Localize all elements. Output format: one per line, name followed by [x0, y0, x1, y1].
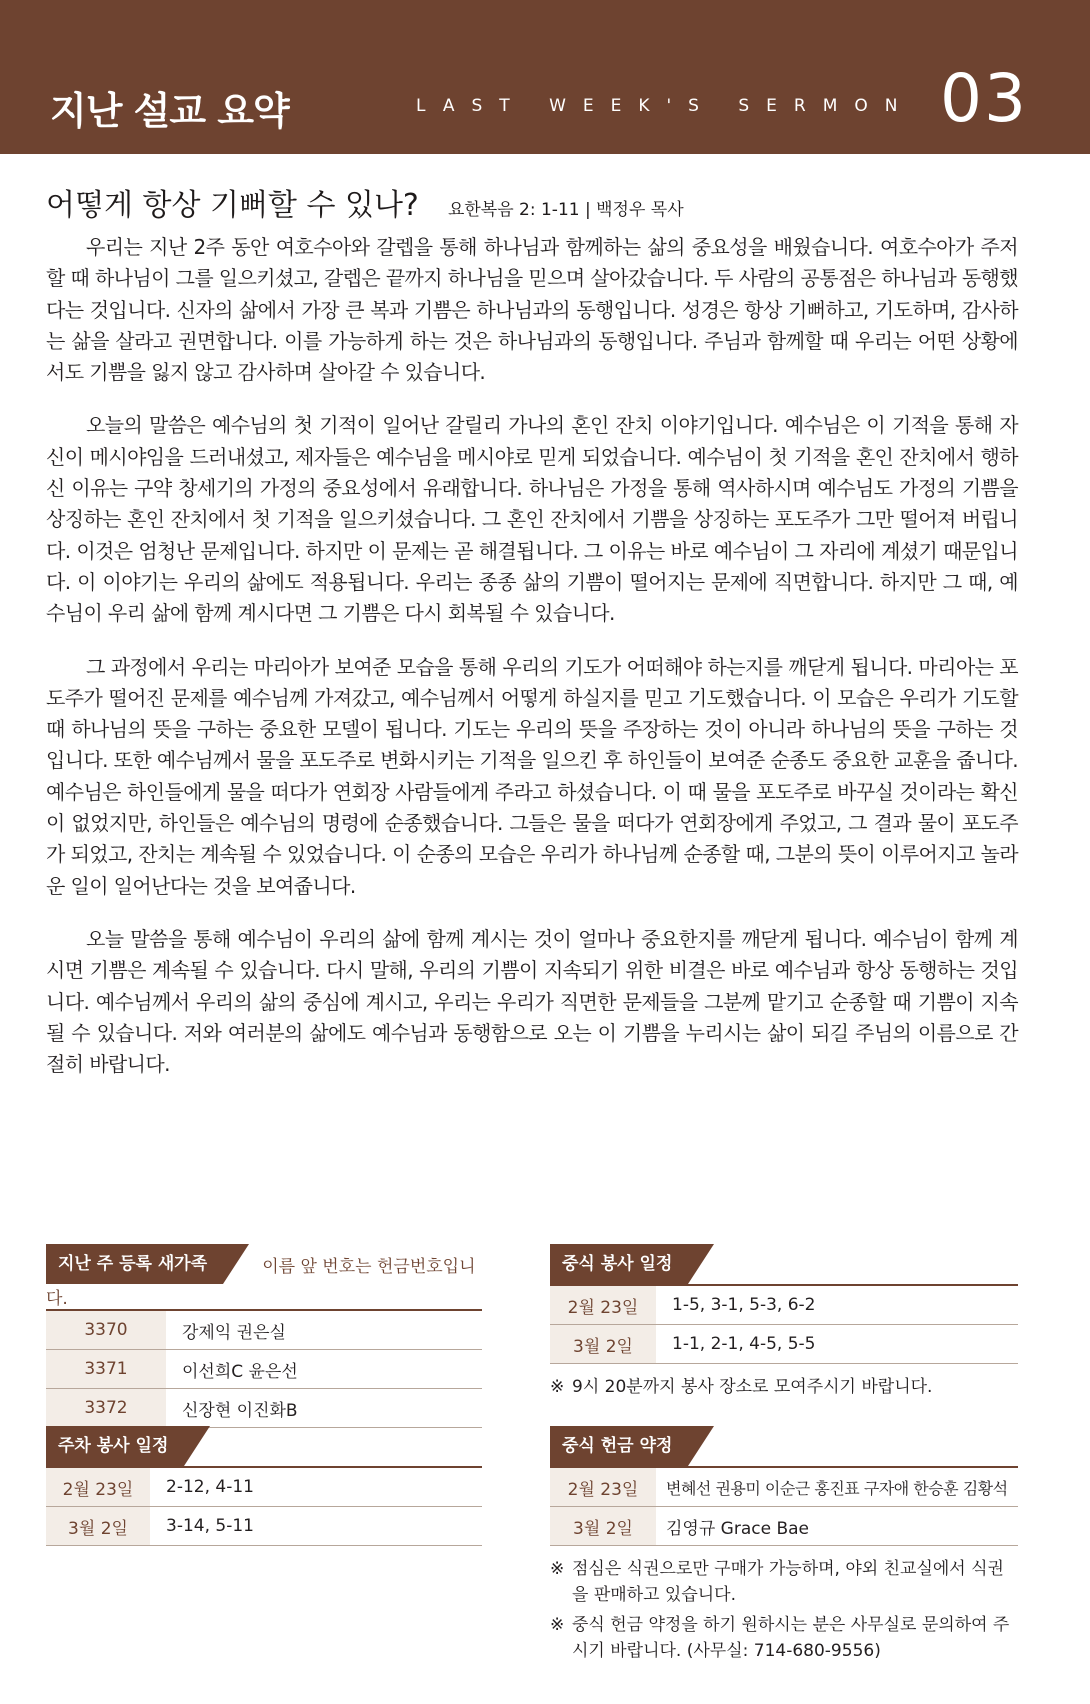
table-row — [46, 1350, 482, 1389]
page-header — [0, 0, 1090, 154]
schedule-value: 2-12, 4-11 — [150, 1467, 482, 1507]
parking-section — [46, 1426, 482, 1546]
lunch-offering-title: 중식 헌금 약정 — [550, 1426, 688, 1466]
lunch-service-note — [550, 1374, 1018, 1400]
note-mark: ※ — [550, 1615, 565, 1635]
lunch-service-title: 중식 봉사 일정 — [550, 1244, 688, 1284]
table-row — [46, 1310, 482, 1350]
offering-number: 3372 — [46, 1389, 166, 1428]
family-names: 이선희C 윤은선 — [166, 1350, 482, 1389]
sermon-heading — [46, 180, 1046, 224]
section-title: 지난 설교 요약 — [50, 89, 289, 133]
note-text: 9시 20분까지 봉사 장소로 모여주시기 바랍니다. — [572, 1377, 933, 1397]
schedule-value: 김영규 Grace Bae — [656, 1507, 1018, 1546]
schedule-date: 3월 2일 — [550, 1507, 656, 1546]
table-row — [46, 1389, 482, 1428]
note-mark: ※ — [550, 1559, 565, 1579]
new-families-note: 이름 앞 번호는 헌금번호입니다. — [46, 1257, 476, 1309]
new-families-title: 지난 주 등록 새가족 — [46, 1244, 223, 1284]
schedule-value: 1-5, 3-1, 5-3, 6-2 — [656, 1285, 1018, 1325]
sermon-reference: 요한복음 2: 1-11 | 백정우 목사 — [447, 200, 684, 220]
sermon-title: 어떻게 항상 기뻐할 수 있나? — [46, 188, 419, 223]
note-text: 중식 헌금 약정을 하기 원하시는 분은 사무실로 문의하여 주시기 바랍니다. (사무실: 714-680-9556) — [572, 1615, 1010, 1661]
table-row — [550, 1285, 1018, 1325]
sermon-paragraph: 그 과정에서 우리는 마리아가 보여준 모습을 통해 우리의 기도가 어떠해야 하는지를 깨닫게 됩니다. 마리아는 포도주가 떨어진 문제를 예수님께 가져갔고, 예수님께서 어떻게 하실지를 믿고 기도했습니다. 이 모습은 우리가 기도할 때 하나님의 뜻을 구하는 중요한 모델이 됩니다. 기도는 우리의 뜻을 주장하는 것이 아니라 하나님의 뜻을 구하는 것입니다. 또한 예수님께서 물을 포도주로 변화시키는 기적을 일으킨 후 하인들이 보여준 순종도 중요한 교훈을 줍니다. 예수님은 하인들에게 물을 떠다가 연회장 사람들에게 주라고 하셨습니다. 이 때 물을 포도주로 바꾸실 것이라는 확신이 없었지만, 하인들은 예수님의 명령에 순종했습니다. 그들은 물을 떠다가 연회장에게 주었고, 그 결과 물이 포도주가 되었고, 잔치는 계속될 수 있었습니다. 이 순종의 모습은 우리가 하나님께 순종할 때, 그분의 뜻이 이루어지고 놀라운 일이 일어난다는 것을 보여줍니다. — [46, 654, 1018, 898]
new-families-section — [46, 1244, 482, 1428]
sermon-paragraph: 우리는 지난 2주 동안 여호수아와 갈렙을 통해 하나님과 함께하는 삶의 중요성을 배웠습니다. 여호수아가 주저할 때 하나님이 그를 일으키셨고, 갈렙은 끝까지 하나님을 믿으며 살아갔습니다. 두 사람의 공통점은 하나님과 동행했다는 것입니다. 신자의 삶에서 가장 큰 복과 기쁨은 하나님과의 동행입니다. 성경은 항상 기뻐하고, 기도하며, 감사하는 삶을 살라고 권면합니다. 이를 가능하게 하는 것은 하나님과의 동행입니다. 주님과 함께할 때 우리는 어떤 상황에서도 기쁨을 잃지 않고 감사하며 살아갈 수 있습니다. — [46, 235, 1018, 385]
note-text: 점심은 식권으로만 구매가 가능하며, 야외 친교실에서 식권을 판매하고 있습니다. — [572, 1559, 1004, 1605]
family-names: 신장현 이진화B — [166, 1389, 482, 1428]
offering-number: 3371 — [46, 1350, 166, 1389]
schedule-date: 2월 23일 — [550, 1285, 656, 1325]
schedule-date: 3월 2일 — [46, 1507, 150, 1546]
lunch-offering-table — [550, 1466, 1018, 1546]
sermon-paragraph: 오늘 말씀을 통해 예수님이 우리의 삶에 함께 계시는 것이 얼마나 중요한지를 깨닫게 됩니다. 예수님이 함께 계시면 기쁨은 계속될 수 있습니다. 다시 말해, 우리의 기쁨이 지속되기 위한 비결은 바로 예수님과 항상 동행하는 것입니다. 예수님께서 우리의 삶의 중심에 계시고, 우리는 우리가 직면한 문제들을 그분께 맡기고 순종할 때 기쁨이 지속될 수 있습니다. 저와 여러분의 삶에도 예수님과 동행함으로 오는 이 기쁨을 누리시는 삶이 되길 주님의 이름으로 간절히 바랍니다. — [46, 926, 1018, 1077]
schedule-value: 1-1, 2-1, 4-5, 5-5 — [656, 1325, 1018, 1364]
sermon-body — [46, 232, 1018, 1102]
table-row — [550, 1467, 1018, 1507]
lunch-offering-note — [550, 1556, 1018, 1608]
sermon-paragraph: 오늘의 말씀은 예수님의 첫 기적이 일어난 갈릴리 가나의 혼인 잔치 이야기입니다. 예수님은 이 기적을 통해 자신이 메시야임을 드러내셨고, 제자들은 예수님을 메시야로 믿게 되었습니다. 예수님이 첫 기적을 혼인 잔치에서 행하신 이유는 구약 창세기의 가정의 중요성에서 유래합니다. 하나님은 가정을 통해 역사하시며 예수님도 가정의 기쁨을 상징하는 혼인 잔치에서 첫 기적을 일으키셨습니다. 그 혼인 잔치에서 기쁨을 상징하는 포도주가 그만 떨어져 버립니다. 이것은 엄청난 문제입니다. 하지만 이 문제는 곧 해결됩니다. 그 이유는 바로 예수님이 그 자리에 계셨기 때문입니다. 이 이야기는 우리의 삶에도 적용됩니다. 우리는 종종 삶의 기쁨이 떨어지는 문제에 직면합니다. 하지만 그 때, 예수님이 우리 삶에 함께 계시다면 그 기쁨은 다시 회복될 수 있습니다. — [46, 413, 1018, 626]
parking-title: 주차 봉사 일정 — [46, 1426, 184, 1466]
new-families-table — [46, 1309, 482, 1428]
schedule-value: 변혜선 권용미 이순근 홍진표 구자애 한승훈 김황석 — [656, 1467, 1018, 1507]
lunch-offering-section — [550, 1426, 1018, 1664]
page-number: 03 — [940, 60, 1028, 137]
schedule-date: 2월 23일 — [46, 1467, 150, 1507]
table-row — [550, 1507, 1018, 1546]
lunch-service-table — [550, 1284, 1018, 1364]
schedule-date: 2월 23일 — [550, 1467, 656, 1507]
offering-number: 3370 — [46, 1310, 166, 1350]
lunch-offering-note — [550, 1612, 1018, 1664]
schedule-date: 3월 2일 — [550, 1325, 656, 1364]
schedule-value: 3-14, 5-11 — [150, 1507, 482, 1546]
table-row — [46, 1507, 482, 1546]
table-row — [46, 1467, 482, 1507]
parking-table — [46, 1466, 482, 1546]
note-mark: ※ — [550, 1377, 565, 1397]
lunch-service-section — [550, 1244, 1018, 1400]
family-names: 강제익 권은실 — [166, 1310, 482, 1350]
table-row — [550, 1325, 1018, 1364]
section-subtitle-english: LAST WEEK'S SERMON — [416, 96, 915, 116]
